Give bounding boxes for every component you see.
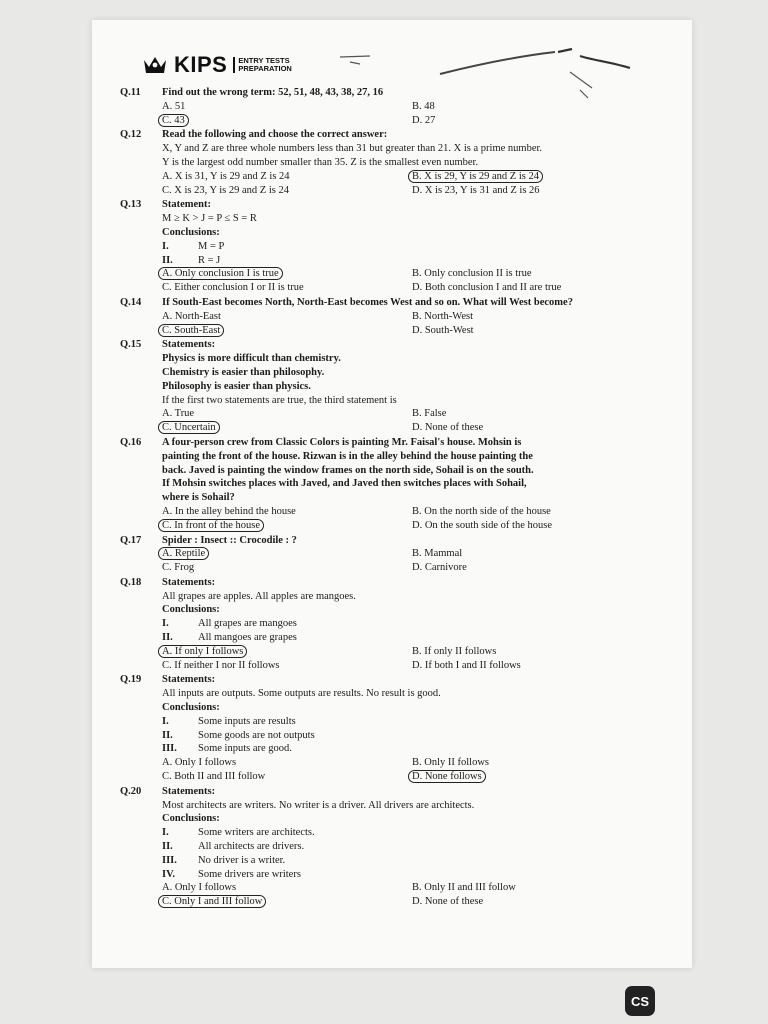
answer-option[interactable]: D. X is 23, Y is 31 and Z is 26 <box>412 184 540 196</box>
question-block <box>120 576 660 673</box>
option-cell <box>412 421 660 435</box>
conclusion-text: Some writers are architects. <box>198 827 315 839</box>
option-cell <box>162 645 412 659</box>
option-cell <box>412 114 660 128</box>
options-row <box>162 505 660 519</box>
camscanner-badge-text: CS <box>630 993 650 1009</box>
conclusion-row <box>162 840 660 854</box>
answer-option[interactable]: D. South-West <box>412 324 474 336</box>
question-block <box>120 785 660 909</box>
question-block <box>120 436 660 533</box>
option-cell <box>412 505 660 519</box>
statement-line: All inputs are outputs. Some outputs are results. No result is good. <box>162 688 441 700</box>
question-number: Q.11 <box>120 87 141 98</box>
option-cell <box>162 170 412 184</box>
question-number: Q.16 <box>120 436 142 448</box>
conclusion-row <box>162 854 660 868</box>
options-row <box>162 281 660 295</box>
conclusion-text: No driver is a writer. <box>198 854 286 866</box>
option-cell <box>162 114 412 128</box>
statement-expression: M ≥ K > J = P ≤ S = R <box>162 213 257 225</box>
conclusion-number: II. <box>162 841 173 853</box>
answer-option-circled[interactable]: C. In front of the house <box>158 519 264 532</box>
answer-option[interactable]: A. True <box>162 408 195 420</box>
conclusion-number: I. <box>162 715 169 727</box>
answer-option[interactable]: D. On the south side of the house <box>412 519 552 531</box>
question-number: Q.19 <box>120 674 142 686</box>
conclusion-row <box>162 826 660 840</box>
options-row <box>162 519 660 533</box>
option-cell <box>162 895 412 909</box>
question-stem: Statements: <box>162 674 216 686</box>
conclusion-row <box>162 617 660 631</box>
answer-option[interactable]: C. Both II and III follow <box>162 771 266 783</box>
conclusion-text: All architects are drivers. <box>198 841 305 853</box>
answer-option[interactable]: B. Only II and III follow <box>412 882 516 894</box>
brand-name: KIPS <box>174 52 228 77</box>
conclusion-text: Some inputs are good. <box>198 743 292 755</box>
option-cell <box>412 895 660 909</box>
options-row <box>162 184 660 198</box>
answer-option[interactable]: B. Mammal <box>412 548 463 560</box>
statement-line: Physics is more difficult than chemistry. <box>162 353 341 365</box>
answer-option[interactable]: D. If both I and II follows <box>412 659 521 671</box>
conclusion-number: II. <box>162 632 173 644</box>
conclusion-text: Some drivers are writers <box>198 868 301 880</box>
question-stem-line: painting the front of the house. Rizwan is in the alley behind the house painting the <box>162 450 533 462</box>
option-cell <box>162 756 412 770</box>
question-body-line: Y is the largest odd number smaller than 35. Z is the smallest even number. <box>162 156 479 168</box>
answer-option[interactable]: C. Frog <box>162 562 195 574</box>
option-cell <box>412 407 660 421</box>
conclusions-title: Conclusions: <box>162 604 220 616</box>
statement-line: Most architects are writers. No writer is a driver. All drivers are architects. <box>162 799 475 811</box>
option-cell <box>412 324 660 338</box>
option-cell <box>162 310 412 324</box>
options-row <box>162 267 660 281</box>
question-stem: Find out the wrong term: 52, 51, 48, 43, 38, 27, 16 <box>162 87 384 98</box>
answer-option[interactable]: A. Only I follows <box>162 757 237 769</box>
statement-line: Chemistry is easier than philosophy. <box>162 366 325 378</box>
answer-option[interactable]: B. False <box>412 408 447 420</box>
option-cell <box>162 881 412 895</box>
statement-line: All grapes are apples. All apples are mangoes. <box>162 590 356 602</box>
crown-logo-icon <box>142 54 168 76</box>
conclusion-row <box>162 715 660 729</box>
conclusion-number: IV. <box>162 868 175 880</box>
answer-option-circled[interactable]: A. If only I follows <box>158 645 247 658</box>
option-cell <box>412 547 660 561</box>
options-row <box>162 547 660 561</box>
answer-option[interactable]: A. In the alley behind the house <box>162 505 296 517</box>
option-cell <box>162 519 412 533</box>
conclusions-title: Conclusions: <box>162 226 220 238</box>
options-row <box>162 895 660 909</box>
question-number: Q.12 <box>120 129 142 141</box>
options-row <box>162 324 660 338</box>
question-stem-line: where is Sohail? <box>162 492 235 504</box>
option-cell <box>412 100 660 114</box>
options-row <box>162 561 660 575</box>
conclusion-number: II. <box>162 254 173 266</box>
question-block <box>120 673 660 783</box>
answer-option[interactable]: B. North-West <box>412 310 473 322</box>
question-number: Q.20 <box>120 785 142 797</box>
conclusion-number: III. <box>162 743 177 755</box>
question-number: Q.18 <box>120 576 142 588</box>
option-cell <box>162 100 412 114</box>
options-row <box>162 310 660 324</box>
conclusion-row <box>162 729 660 743</box>
answer-option-circled[interactable]: C. Uncertain <box>158 421 220 434</box>
question-stem: Statement: <box>162 199 211 211</box>
option-cell <box>412 645 660 659</box>
options-row <box>162 100 660 114</box>
option-cell <box>162 324 412 338</box>
question-number: Q.13 <box>120 199 142 211</box>
answer-option[interactable]: D. Carnivore <box>412 562 467 574</box>
option-cell <box>412 184 660 198</box>
question-block <box>120 534 660 575</box>
options-row <box>162 756 660 770</box>
question-stem: Statements: <box>162 576 216 588</box>
option-cell <box>162 421 412 435</box>
answer-option-circled[interactable]: C. Only I and III follow <box>158 895 266 908</box>
answer-option-circled[interactable]: D. None follows <box>408 770 486 783</box>
option-cell <box>412 881 660 895</box>
question-number: Q.15 <box>120 339 142 351</box>
question-body-line: X, Y and Z are three whole numbers less than 31 but greater than 21. X is a prime number. <box>162 143 543 155</box>
question-stem-line: If Mohsin switches places with Javed, and Javed then switches places with Sohail, <box>162 478 527 490</box>
answer-option[interactable]: D. None of these <box>412 422 484 434</box>
question-stem: Read the following and choose the correct answer: <box>162 129 388 141</box>
option-cell <box>162 505 412 519</box>
question-block <box>120 198 660 295</box>
answer-option[interactable]: B. Only II follows <box>412 757 489 769</box>
conclusion-text: Some inputs are results <box>198 715 296 727</box>
options-row <box>162 770 660 784</box>
option-cell <box>412 310 660 324</box>
answer-option[interactable]: A. X is 31, Y is 29 and Z is 24 <box>162 170 290 182</box>
answer-option-circled[interactable]: C. South-East <box>158 324 224 337</box>
answer-option[interactable]: B. On the north side of the house <box>412 505 551 517</box>
option-cell <box>412 519 660 533</box>
options-row <box>162 881 660 895</box>
option-cell <box>412 267 660 281</box>
options-row <box>162 645 660 659</box>
answer-option[interactable]: C. Either conclusion I or II is true <box>162 282 304 294</box>
conclusion-text: M = P <box>198 240 225 252</box>
brand-subtitle-line1: ENTRY TESTS <box>238 56 290 65</box>
conclusion-row <box>162 742 660 756</box>
options-row <box>162 407 660 421</box>
brand-subtitle <box>233 57 291 73</box>
answer-option[interactable]: A. 51 <box>162 100 186 112</box>
question-list <box>120 86 660 909</box>
conclusion-row <box>162 631 660 645</box>
option-cell <box>162 267 412 281</box>
answer-option-circled[interactable]: A. Only conclusion I is true <box>158 267 283 280</box>
answer-option[interactable]: B. Only conclusion II is true <box>412 268 532 280</box>
answer-option[interactable]: A. Only I follows <box>162 882 237 894</box>
option-cell <box>162 770 412 784</box>
conclusions-title: Conclusions: <box>162 702 220 714</box>
conclusion-number: III. <box>162 854 177 866</box>
option-cell <box>412 170 660 184</box>
option-cell <box>162 659 412 673</box>
statement-line: Philosophy is easier than physics. <box>162 380 311 392</box>
question-block <box>120 128 660 197</box>
question-stem-line: back. Javed is painting the window frames on the north side, Sohail is on the south. <box>162 464 534 476</box>
conclusion-row <box>162 868 660 882</box>
option-cell <box>162 547 412 561</box>
option-cell <box>162 561 412 575</box>
question-prompt: If the first two statements are true, the third statement is <box>162 394 397 406</box>
conclusion-row <box>162 254 660 268</box>
option-cell <box>412 756 660 770</box>
answer-option[interactable]: D. 27 <box>412 114 436 126</box>
conclusion-number: I. <box>162 618 169 630</box>
option-cell <box>412 659 660 673</box>
conclusion-number: I. <box>162 240 169 252</box>
question-stem: If South-East becomes North, North-East becomes West and so on. What will West become? <box>162 296 573 308</box>
answer-option-circled[interactable]: B. X is 29, Y is 29 and Z is 24 <box>408 170 543 183</box>
answer-option-circled[interactable]: C. 43 <box>158 114 189 127</box>
brand-subtitle-line2: PREPARATION <box>238 64 292 73</box>
option-cell <box>412 561 660 575</box>
question-block <box>120 338 660 435</box>
answer-option[interactable]: D. Both conclusion I and II are true <box>412 282 562 294</box>
question-stem: Statements: <box>162 785 216 797</box>
question-stem-line: A four-person crew from Classic Colors is painting Mr. Faisal's house. Mohsin is <box>162 436 522 448</box>
options-row <box>162 421 660 435</box>
conclusion-row <box>162 240 660 254</box>
question-number: Q.17 <box>120 534 142 546</box>
conclusion-text: Some goods are not outputs <box>198 729 315 741</box>
options-row <box>162 114 660 128</box>
conclusions-title: Conclusions: <box>162 813 220 825</box>
answer-option[interactable]: D. None of these <box>412 896 484 908</box>
answer-option[interactable]: A. North-East <box>162 310 221 322</box>
conclusion-number: II. <box>162 729 173 741</box>
option-cell <box>162 184 412 198</box>
options-row <box>162 170 660 184</box>
option-cell <box>162 407 412 421</box>
answer-option[interactable]: B. If only II follows <box>412 645 497 657</box>
answer-option-circled[interactable]: A. Reptile <box>158 547 209 560</box>
kips-header <box>142 50 292 80</box>
question-number: Q.14 <box>120 296 142 308</box>
camscanner-badge <box>625 986 655 1016</box>
question-stem: Statements: <box>162 339 216 351</box>
question-stem: Spider : Insect :: Crocodile : ? <box>162 534 297 546</box>
answer-option[interactable]: C. X is 23, Y is 29 and Z is 24 <box>162 184 289 196</box>
option-cell <box>412 281 660 295</box>
question-block <box>120 296 660 337</box>
options-row <box>162 659 660 673</box>
conclusion-text: R = J <box>198 254 221 266</box>
answer-option[interactable]: B. 48 <box>412 100 435 112</box>
conclusion-number: I. <box>162 827 169 839</box>
option-cell <box>162 281 412 295</box>
answer-option[interactable]: C. If neither I nor II follows <box>162 659 280 671</box>
conclusion-text: All grapes are mangoes <box>198 618 297 630</box>
option-cell <box>412 770 660 784</box>
conclusion-text: All mangoes are grapes <box>198 632 297 644</box>
question-block <box>120 86 660 127</box>
